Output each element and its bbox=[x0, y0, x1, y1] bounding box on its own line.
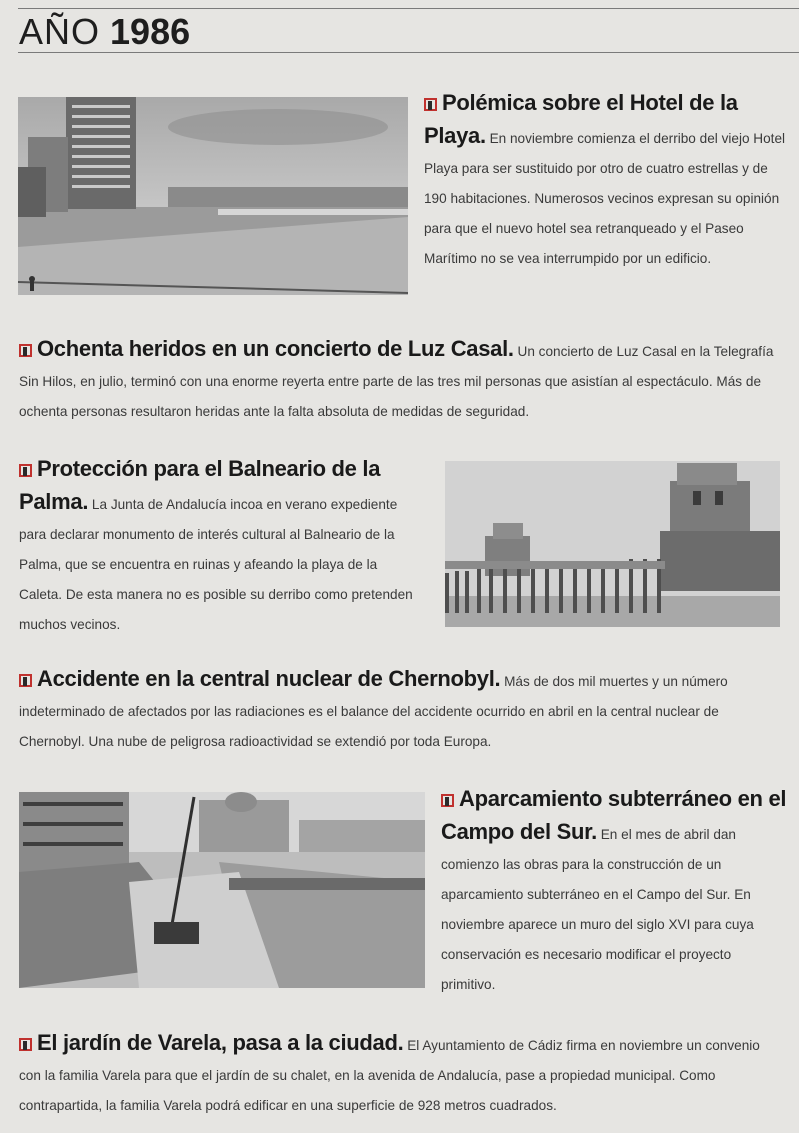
story-aparcamiento bbox=[441, 784, 787, 1000]
story-bullet-icon bbox=[19, 344, 32, 357]
parking-construction-photo bbox=[19, 792, 425, 988]
header-rule bbox=[18, 52, 799, 53]
story-headline: Accidente en la central nuclear de Chernobyl. bbox=[37, 666, 501, 691]
story-body: Un concierto de Luz Casal en la Telegrafía Sin Hilos, en julio, terminó con una enorme reyerta entre parte de las tres mil personas que asistían al espectáculo. Más de ochenta personas resultaron heridas ante la falta absoluta de medidas de seguridad. bbox=[19, 344, 774, 419]
story-bullet-icon bbox=[19, 1038, 32, 1051]
page-title-word: AÑO bbox=[19, 11, 101, 52]
story-bullet-icon bbox=[19, 464, 32, 477]
story-body: La Junta de Andalucía incoa en verano expediente para declarar monumento de interés cultural al Balneario de la Palma, que se encuentra en ruinas y afeando la playa de la Caleta. De esta manera no es posible su derribo como pretenden muchos vecinos. bbox=[19, 497, 413, 632]
story-varela bbox=[19, 1028, 784, 1121]
page-title-year: 1986 bbox=[110, 11, 191, 52]
top-rule bbox=[18, 8, 799, 9]
story-body: En noviembre comienza el derribo del viejo Hotel Playa para ser sustituido por otro de cuatro estrellas y de 190 habitaciones. Numerosos vecinos expresan su opinión para que el nuevo hotel sea retranqueado y el Paseo Marítimo no se vea interrumpido por un edificio. bbox=[424, 131, 786, 266]
story-concierto bbox=[19, 334, 784, 427]
story-bullet-icon bbox=[424, 98, 437, 111]
balneario-ruins-photo bbox=[445, 461, 780, 627]
story-bullet-icon bbox=[19, 674, 32, 687]
story-balneario bbox=[19, 454, 421, 640]
story-headline: Protección para el Balneario de la Palma. bbox=[19, 456, 381, 514]
story-headline: El jardín de Varela, pasa a la ciudad. bbox=[37, 1030, 404, 1055]
story-headline: Polémica sobre el Hotel de la Playa. bbox=[424, 90, 738, 148]
story-headline: Aparcamiento subterráneo en el Campo del Sur. bbox=[441, 786, 787, 844]
story-hotel bbox=[424, 88, 786, 274]
story-body: El Ayuntamiento de Cádiz firma en noviembre un convenio con la familia Varela para que el jardín de su chalet, en la avenida de Andalucía, pase a propiedad municipal. Como contrapartida, la familia Varela podrá edificar en una superficie de 928 metros cuadrados. bbox=[19, 1038, 760, 1113]
story-body: En el mes de abril dan comienzo las obras para la construcción de un aparcamiento subterráneo en el Campo del Sur. En noviembre aparece un muro del siglo XVI para cuya conservación es necesario modificar el proyecto primitivo. bbox=[441, 827, 754, 992]
story-bullet-icon bbox=[441, 794, 454, 807]
story-chernobyl bbox=[19, 664, 784, 757]
page-title bbox=[19, 10, 190, 54]
hotel-demolition-photo bbox=[18, 97, 408, 295]
story-headline: Ochenta heridos en un concierto de Luz Casal. bbox=[37, 336, 514, 361]
story-body: Más de dos mil muertes y un número indeterminado de afectados por las radiaciones es el balance del accidente ocurrido en abril en la central nuclear de Chernobyl. Una nube de peligrosa radioactividad se extendió por toda Europa. bbox=[19, 674, 728, 749]
